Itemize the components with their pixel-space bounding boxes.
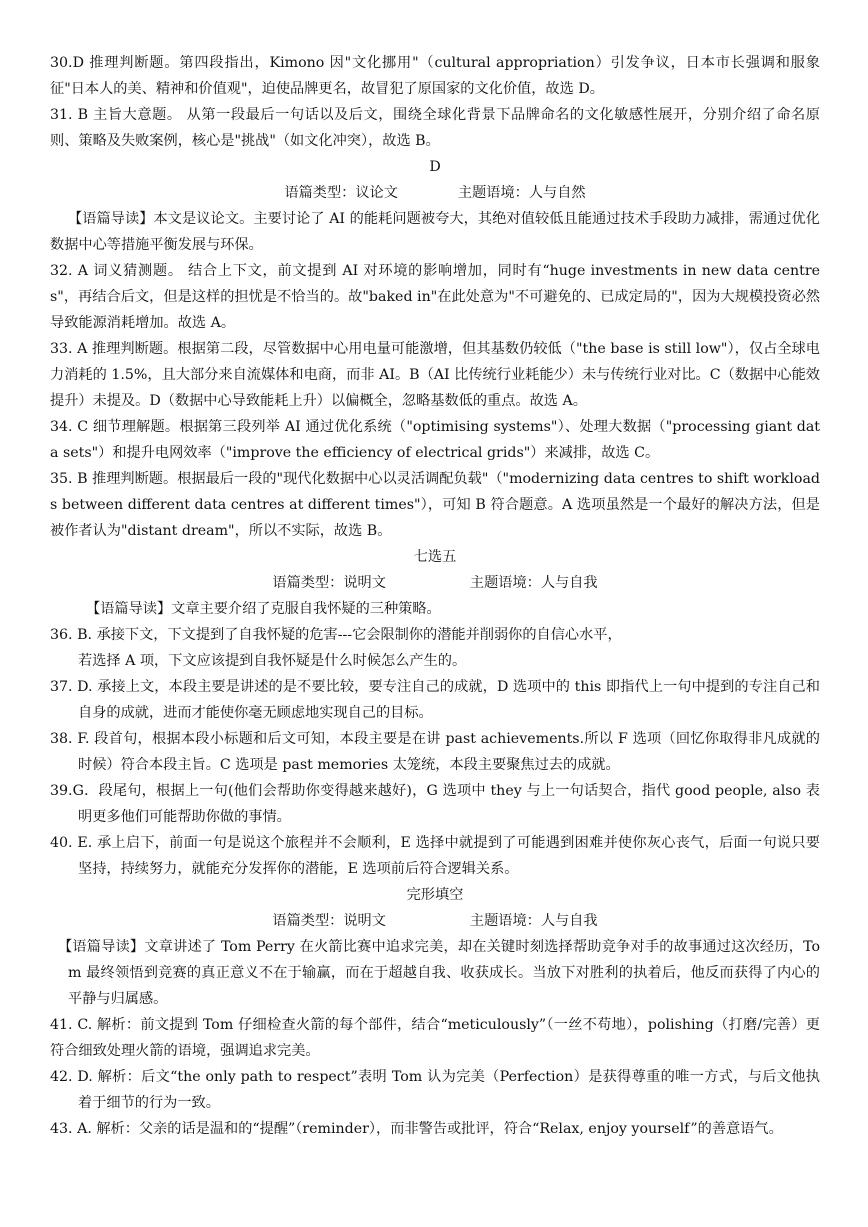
passage-d-theme: 主题语境：人与自然 [457, 185, 586, 201]
passage-d-intro: 【语篇导读】本文是议论文。主要讨论了 AI 的能耗问题被夸大，其绝对值较低且能通过技术手段助力减排，需通过优化数据中心等措施平衡发展与环保。 [50, 211, 820, 253]
passage-d-heading: D [429, 159, 441, 175]
seven-five-meta [50, 570, 820, 596]
passage-d-genre: 语篇类型：议论文 [284, 185, 398, 201]
answer-42: 42. D. 解析：后文“the only path to respect”表明 Tom 认为完美（Perfection）是获得尊重的唯一方式，与后文他执着于细节的行为一致。 [50, 1069, 820, 1111]
answer-30: 30.D 推理判断题。第四段指出，Kimono 因"文化挪用"（cultural appropriation）引发争议，日本市长强调和服象征"日本人的美、精神和价值观"，迫使品牌更名，故冒犯了原国家的文化价值，故选 D。 [50, 55, 820, 97]
seven-five-heading: 七选五 [413, 549, 457, 565]
answer-31: 31. B 主旨大意题。 从第一段最后一句话以及后文，围绕全球化背景下品牌命名的文化敏感性展开，分别介绍了命名原则、策略及失败案例，核心是"挑战"（如文化冲突），故选 B。 [50, 107, 820, 149]
answer-43: 43. A. 解析：父亲的话是温和的“提醒”（reminder），而非警告或批评，符合“Relax, enjoy yourself”的善意语气。 [50, 1121, 783, 1137]
passage-d-meta [50, 180, 820, 206]
answer-34: 34. C 细节理解题。根据第三段列举 AI 通过优化系统（"optimising systems"）、处理大数据（"processing giant data sets"）和提升电网效率（"improve the efficiency of electrical grids"）来减排，故选 C。 [50, 419, 820, 461]
answer-38: 38. F. 段首句，根据本段小标题和后文可知，本段主要是在讲 past achievements.所以 F 选项（回忆你取得非凡成就的时候）符合本段主旨。C 选项是 past memories 太笼统，本段主要聚焦过去的成就。 [50, 731, 820, 773]
seven-five-genre: 语篇类型：说明文 [272, 575, 386, 591]
seven-five-theme: 主题语境：人与自我 [469, 575, 598, 591]
answer-39: 39.G．段尾句，根据上一句(他们会帮助你变得越来越好)，G 选项中 they 与上一句话契合，指代 good people, also 表明更多他们可能帮助你做的事情。 [50, 783, 820, 825]
cloze-theme: 主题语境：人与自我 [469, 913, 598, 929]
answer-36-line1: 36. B. 承接下文，下文提到了自我怀疑的危害---它会限制你的潜能并削弱你的自信心水平， [50, 627, 622, 643]
cloze-heading: 完形填空 [406, 887, 464, 903]
seven-five-intro: 【语篇导读】文章主要介绍了克服自我怀疑的三种策略。 [86, 601, 441, 617]
answer-36-line2: 若选择 A 项，下文应该提到自我怀疑是什么时候怎么产生的。 [78, 653, 467, 669]
answer-41: 41. C. 解析：前文提到 Tom 仔细检查火箭的每个部件，结合“meticulously”（一丝不苟地），polishing（打磨/完善）更符合细致处理火箭的语境，强调追求完美。 [50, 1017, 820, 1059]
cloze-intro: 【语篇导读】文章讲述了 Tom Perry 在火箭比赛中追求完美，却在关键时刻选择帮助竞争对手的故事通过这次经历，Tom 最终领悟到竞赛的真正意义不在于输赢，而在于超越自我、收获成长。当放下对胜利的执着后，他反而获得了内心的平静与归属感。 [58, 939, 820, 1007]
answer-40: 40. E. 承上启下，前面一句是说这个旅程并不会顺利，E 选择中就提到了可能遇到困难并使你灰心丧气，后面一句说只要坚持，持续努力，就能充分发挥你的潜能，E 选项前后符合逻辑关系。 [50, 835, 820, 877]
answer-32: 32. A 词义猜测题。 结合上下文，前文提到 AI 对环境的影响增加，同时有“huge investments in new data centres"，再结合后文，但是这样的担忧是不恰当的。故"baked in"在此处意为"不可避免的、已成定局的"，因为大规模投资必然导致能源消耗增加。故选 A。 [50, 263, 820, 331]
answer-35: 35. B 推理判断题。根据最后一段的"现代化数据中心以灵活调配负载"（"modernizing data centres to shift workloads between different data centres at different times"），可知 B 符合题意。A 选项虽然是一个最好的解决方法，但是被作者认为"distant dream"，所以不实际，故选 B。 [50, 471, 820, 539]
cloze-meta [50, 908, 820, 934]
answer-33: 33. A 推理判断题。根据第二段，尽管数据中心用电量可能激增，但其基数仍较低（"the base is still low"），仅占全球电力消耗的 1.5%，且大部分来自流媒体和电商，而非 AI。B（AI 比传统行业耗能少）未与传统行业对比。C（数据中心能效提升）未提及。D（数据中心导致能耗上升）以偏概全，忽略基数低的重点。故选 A。 [50, 341, 820, 409]
answer-37: 37. D. 承接上文，本段主要是讲述的是不要比较，要专注自己的成就，D 选项中的 this 即指代上一句中提到的专注自己和自身的成就，进而才能使你毫无顾虑地实现自己的目标。 [50, 679, 820, 721]
cloze-genre: 语篇类型：说明文 [272, 913, 386, 929]
